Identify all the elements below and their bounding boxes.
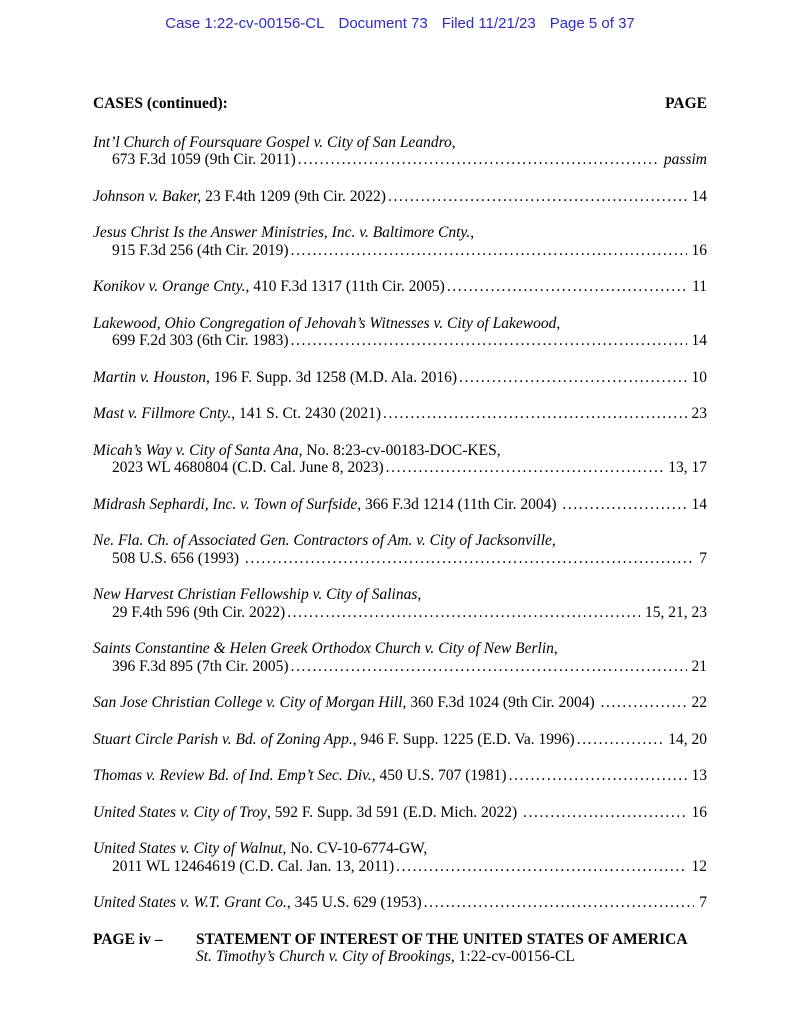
case-citation: , No. CV-10-6774-GW, [282,840,428,857]
case-citation: , [553,640,558,657]
case-entry [93,134,707,169]
case-name: Ne. Fla. Ch. of Associated Gen. Contractors of Am. v. City of Jacksonville [93,532,552,549]
footer-case-line [196,948,688,966]
court-filing-stamp [0,0,800,32]
dot-leader [245,550,694,568]
footer-text [196,931,688,966]
dot-leader [386,459,664,477]
page-ref: 7 [699,894,707,911]
dot-leader [459,369,686,387]
case-entry [93,804,707,822]
case-name: United States v. City of Walnut [93,840,283,857]
case-entry [93,278,707,296]
case-citation: , 366 F.3d 1214 (11th Cir. 2004) [357,495,561,513]
case-entry [93,224,707,259]
case-citation: , [470,224,475,241]
page-ref: 23 [691,405,707,422]
case-name: Lakewood, Ohio Congregation of Jehovah’s Witnesses v. City of Lakewood [93,314,557,332]
page-ref: 16 [691,803,707,821]
case-citation: 699 F.2d 303 (6th Cir. 1983) [112,332,289,349]
dot-leader [396,858,686,876]
case-name: Int’l Church of Foursquare Gospel v. City of San Leandro [93,133,452,151]
case-name: Konikov v. Orange Cnty. [93,278,246,295]
case-name: Micah’s Way v. City of Santa Ana [93,441,299,459]
stamp-filed-date: Filed 11/21/23 [441,15,536,32]
case-name: Johnson v. Baker, [93,187,202,205]
case-name: New Harvest Christian Fellowship v. City of Salinas [93,586,418,603]
stamp-case-number: Case 1:22-cv-00156-CL [165,15,325,32]
table-of-authorities-header [93,95,707,113]
case-citation: 508 U.S. 656 (1993) [112,549,243,567]
page-footer [93,931,707,966]
case-citation: 673 F.3d 1059 (9th Cir. 2011) [112,151,296,168]
case-entry [93,442,707,477]
page-ref: 12 [691,857,707,875]
dot-leader [383,405,686,423]
dot-leader [562,496,686,514]
case-citation: 396 F.3d 895 (7th Cir. 2005) [112,657,289,675]
case-citation: , 360 F.3d 1024 (9th Cir. 2004) [402,694,599,711]
case-citation: , 345 U.S. 629 (1953) [286,894,422,911]
case-citation: 29 F.4th 596 (9th Cir. 2022) [112,603,286,621]
case-citation: , [556,314,561,332]
dot-leader [291,242,687,260]
case-list [93,134,707,912]
case-citation: 2023 WL 4680804 (C.D. Cal. June 8, 2023) [112,459,384,476]
dot-leader [287,604,640,622]
case-name: Martin v. Houston [93,368,206,386]
dot-leader [388,188,687,206]
stamp-page-number: Page 5 of 37 [549,15,635,32]
page-ref: 16 [691,241,707,259]
page-ref: 10 [691,368,707,386]
case-entry [93,694,707,712]
case-citation: , [551,532,556,549]
page-ref: 21 [691,657,707,675]
page-ref: 13 [691,767,707,784]
page-ref: 7 [699,549,707,567]
case-entry [93,369,707,387]
page-column-heading: PAGE [665,95,707,112]
case-entry [93,731,707,749]
case-citation: , 592 F. Supp. 3d 591 (E.D. Mich. 2022) [266,803,522,821]
document-body [0,95,800,966]
case-name: San Jose Christian College v. City of Morgan Hill [93,694,403,711]
case-citation: , 946 F. Supp. 1225 (E.D. Va. 1996) [352,730,575,748]
case-entry [93,496,707,514]
footer-page-label: PAGE iv – [93,930,163,948]
dot-leader [509,767,687,785]
case-name: United States v. City of Troy [93,803,267,821]
case-name: Mast v. Fillmore Cnty. [93,405,232,422]
dot-leader [447,278,687,296]
dot-leader [601,694,687,712]
case-name: Jesus Christ Is the Answer Ministries, Inc. v. Baltimore Cnty. [93,224,471,241]
case-entry [93,894,707,912]
dot-leader [523,804,686,822]
page-ref: 14, 20 [668,730,707,748]
cases-continued-heading: CASES (continued): [93,95,228,112]
case-entry [93,188,707,206]
dot-leader [291,332,687,350]
case-entry [93,840,707,875]
case-citation: , No. 8:23-cv-00183-DOC-KES, [298,441,501,459]
case-entry [93,586,707,621]
case-citation: , 450 U.S. 707 (1981) [371,767,507,784]
case-citation: , 141 S. Ct. 2430 (2021) [231,405,382,422]
case-citation: , [417,586,422,603]
case-entry [93,315,707,350]
case-entry [93,640,707,675]
case-citation: , 410 F.3d 1317 (11th Cir. 2005) [245,278,445,295]
dot-leader [298,151,659,169]
case-entry [93,532,707,567]
dot-leader [291,658,687,676]
page-ref: 13, 17 [668,459,707,476]
case-citation: 23 F.4th 1209 (9th Cir. 2022) [201,187,386,205]
page-ref: 14 [691,187,707,205]
stamp-document-number: Document 73 [338,15,428,32]
case-name: Midrash Sephardi, Inc. v. Town of Surfside [93,495,358,513]
case-name: Stuart Circle Parish v. Bd. of Zoning App. [93,730,353,748]
footer-document-title: STATEMENT OF INTEREST OF THE UNITED STATES OF AMERICA [196,930,688,948]
page-ref: passim [663,151,707,168]
page-ref: 14 [691,495,707,513]
dot-leader [577,731,664,749]
footer-case-name: St. Timothy’s Church v. City of Brookings [196,948,451,965]
case-entry [93,405,707,423]
case-citation: 2011 WL 12464619 (C.D. Cal. Jan. 13, 2011) [112,857,395,875]
case-citation: , [451,133,456,151]
case-name: United States v. W.T. Grant Co. [93,894,287,911]
footer-case-number: , 1:22-cv-00156-CL [450,948,575,965]
page-ref: 22 [691,694,707,711]
page-ref: 14 [691,332,707,349]
case-name: Thomas v. Review Bd. of Ind. Emp’t Sec. Div. [93,767,372,784]
case-entry [93,767,707,785]
page-ref: 11 [692,278,707,295]
dot-leader [424,894,695,912]
page-ref: 15, 21, 23 [645,603,707,621]
case-name: Saints Constantine & Helen Greek Orthodox Church v. City of New Berlin [93,640,554,657]
case-citation: 915 F.3d 256 (4th Cir. 2019) [112,241,289,259]
case-citation: , 196 F. Supp. 3d 1258 (M.D. Ala. 2016) [205,368,458,386]
